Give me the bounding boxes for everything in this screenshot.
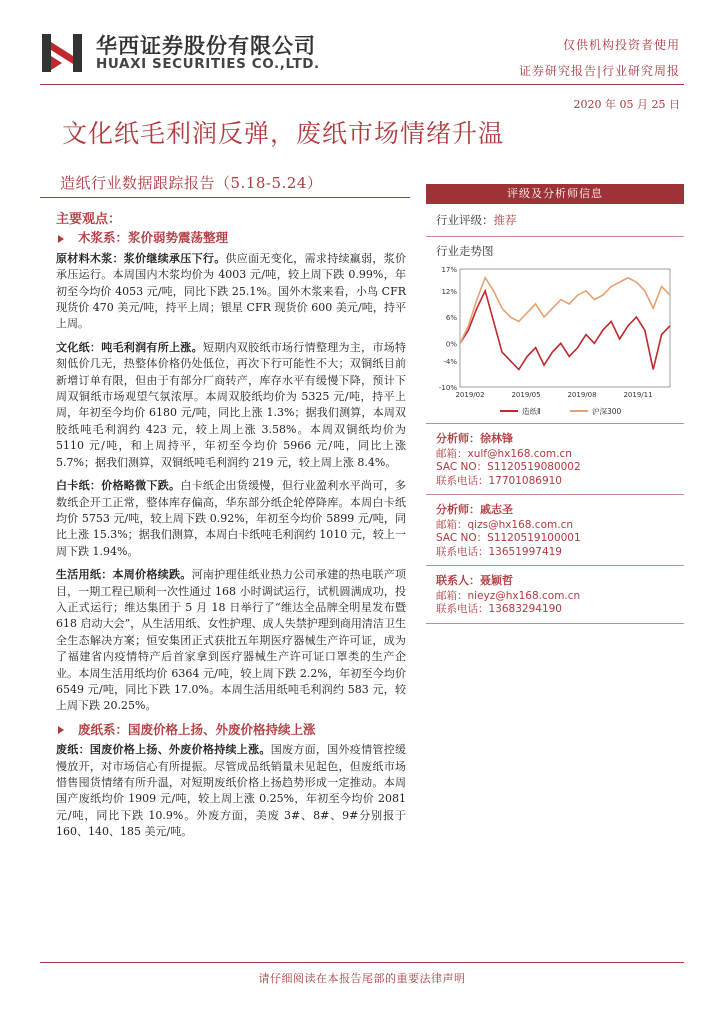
analyst-email: 邮箱：qizs@hx168.com.cn — [436, 518, 574, 531]
sidebar-header: 评级及分析师信息 — [426, 184, 684, 204]
analyst-email: 邮箱：xulf@hx168.com.cn — [436, 447, 572, 460]
x-tick-label: 2019/02 — [455, 391, 485, 399]
trend-chart-title: 行业走势图 — [436, 244, 494, 258]
section-heading-pulp — [56, 230, 406, 246]
section-heading-text: 废纸系：国废价格上扬、外废价格持续上涨 — [78, 721, 316, 737]
x-tick-label: 2019/08 — [567, 391, 597, 399]
key-points-heading: 主要观点： — [56, 212, 122, 227]
analyst-sac: SAC NO：S1120519100001 — [436, 532, 581, 544]
company-name-en: HUAXI SECURITIES CO.,LTD. — [96, 56, 320, 72]
audience-notice: 仅供机构投资者使用 — [562, 38, 680, 52]
series-line-1 — [460, 278, 670, 344]
report-date: 2020 年 05 月 25 日 — [573, 98, 680, 111]
x-tick-label: 2019/05 — [511, 391, 541, 399]
paragraph-body: 供应面无变化，需求持续羸弱，浆价承压运行。本周国内木浆均价为 4003 元/吨，较上周下跌 0.99%，年初至今均价 4053 元/吨，同比下跌 25.1%。国外木浆来看，小鸟 CFR 现货价 470 美元/吨，持平上周；银星 CFR 现货价 600 美元/吨，持平上周。 — [56, 251, 406, 331]
arrow-right-icon — [58, 726, 64, 734]
y-tick-label: 6% — [445, 314, 457, 323]
industry-rating — [426, 204, 684, 236]
contact-card — [426, 566, 684, 623]
legend-label: 沪深300 — [592, 407, 622, 416]
sidebar-divider — [426, 623, 684, 624]
analyst-card — [426, 424, 684, 494]
paragraph-lead: 生活用纸：本周价格续跌。 — [56, 568, 192, 582]
main-content — [56, 212, 406, 848]
paragraph-waste-paper — [56, 742, 406, 840]
contact-email: 邮箱：nieyz@hx168.com.cn — [436, 589, 581, 602]
paragraph-culture-paper — [56, 340, 406, 471]
paragraph-body: 河南护理佳纸业热力公司承建的热电联产项目，一期工程已顺利一次性通过 168 小时调试运行，试机圆满成功，投入正式运行；维达集团于 5 月 18 日举行了“维达全品牌全明星发布暨 618 启动大会”，从生活用纸、女性护理、成人失禁护理到商用清洁卫生全生态解决方案；恒安集团正式获批五年期医疗器械生产许可证，成为了福建省内疫情特产后首家拿到医疗器械生产许可证口罩类的生产企业。本周生活用纸均价 6364 元/吨，较上周下跌 2.2%，年初至今均价 6549 元/吨，同比下跌 17.0%。本周生活用纸吨毛利润约 583 元，较上周下跌 20.25%。 — [56, 568, 407, 713]
paragraph-body: 短期内双胶纸市场行情整理为主，市场特刻低价几无，热整体价格仍处低位，再次下行可能性不大；双铜纸目前新增订单有限，但由于有部分厂商转产，库存水平有缓慢下降，预计下周双铜纸市场观望气氛浓厚。本周双胶纸均价为 5325 元/吨，持平上周，年初至今均价 6180 元/吨，同比上涨 1.3%；据我们测算，本周双胶纸吨毛利润约 423 元，较上周上涨 3.58%。本周双铜纸均价为 5110 元/吨，和上周持平，年初至今均价 5966 元/吨，同比上涨 5.7%；据我们测算，双铜纸吨毛利润约 219 元，较上周上涨 8.4%。 — [56, 340, 407, 469]
y-tick-label: -4% — [443, 357, 457, 366]
paragraph-white-card — [56, 478, 406, 560]
analyst-card — [426, 495, 684, 565]
paragraph-body: 白卡纸企出货缓慢，但行业盈利水平尚可，多数纸企开工正常，整体库存偏高，华东部分纸企轮停降库。本周白卡纸均价 5753 元/吨，较上周下跌 0.92%，年初至今均价 5899 元/吨，同比上涨 15.3%；据我们测算，本周白卡纸吨毛利润约 1010 元，较上一周下跌 1.94%。 — [56, 479, 407, 558]
legal-notice: 请仔细阅读在本报告尾部的重要法律声明 — [258, 972, 466, 985]
paragraph-lead: 文化纸：吨毛利润有所上涨。 — [56, 340, 203, 354]
rating-value: 推荐 — [493, 213, 517, 227]
paragraph-household-paper — [56, 567, 406, 715]
section-heading-waste-paper — [56, 722, 406, 738]
footer-divider — [40, 962, 684, 963]
huaxi-logo-icon — [40, 30, 84, 74]
y-tick-label: 17% — [441, 266, 457, 274]
contact-phone: 联系电话：13683294190 — [436, 603, 562, 615]
company-name-cn: 华西证券股份有限公司 — [96, 34, 316, 58]
y-tick-label: -10% — [438, 384, 457, 392]
paragraph-lead: 白卡纸：价格略微下跌。 — [56, 479, 181, 493]
header-divider — [40, 84, 684, 85]
paragraph-lead: 废纸：国废价格上扬、外废价格持续上涨。 — [56, 743, 271, 757]
analyst-sac: SAC NO：S1120519080002 — [436, 461, 581, 473]
report-type: 证券研究报告|行业研究周报 — [518, 64, 680, 78]
arrow-right-icon — [58, 235, 64, 243]
paragraph-body: 国废方面，国外疫情管控缓慢放开，对市场信心有所提振。尽管成品纸销量未见起色，但废纸市场惜售囤货情绪有所升温，对短期废纸价格上扬趋势形成一定推动。本周国产废纸均价 1909 元/吨，较上周上涨 0.25%，年初至今均价 2081 元/吨，同比下跌 10.9%。外废方面，美废 3#、8#、9#分别报于 160、140、185 美元/吨。 — [56, 743, 407, 839]
paragraph-pulp — [56, 251, 406, 333]
analyst-name: 分析师：戚志圣 — [436, 503, 513, 516]
analyst-phone: 联系电话：17701086910 — [436, 474, 562, 487]
contact-name: 联系人：聂颖哲 — [436, 574, 513, 587]
x-tick-label: 2019/11 — [623, 391, 653, 399]
subtitle-divider — [40, 197, 410, 198]
section-heading-text: 木浆系：浆价弱势震荡整理 — [78, 230, 229, 246]
y-tick-label: 12% — [441, 287, 457, 296]
y-tick-label: 0% — [445, 340, 457, 349]
sidebar — [426, 184, 684, 624]
rating-label: 行业评级： — [436, 213, 494, 227]
report-title: 文化纸毛利润反弹，废纸市场情绪升温 — [62, 119, 505, 148]
industry-trend-chart — [430, 261, 680, 419]
legend-label: 造纸Ⅱ — [522, 407, 541, 416]
report-subtitle: 造纸行业数据跟踪报告（5.18-5.24） — [60, 174, 323, 192]
paragraph-lead: 原材料木浆：浆价继续承压下行。 — [56, 251, 226, 265]
analyst-name: 分析师：徐林锋 — [436, 432, 513, 445]
analyst-phone: 联系电话：13651997419 — [436, 545, 562, 558]
